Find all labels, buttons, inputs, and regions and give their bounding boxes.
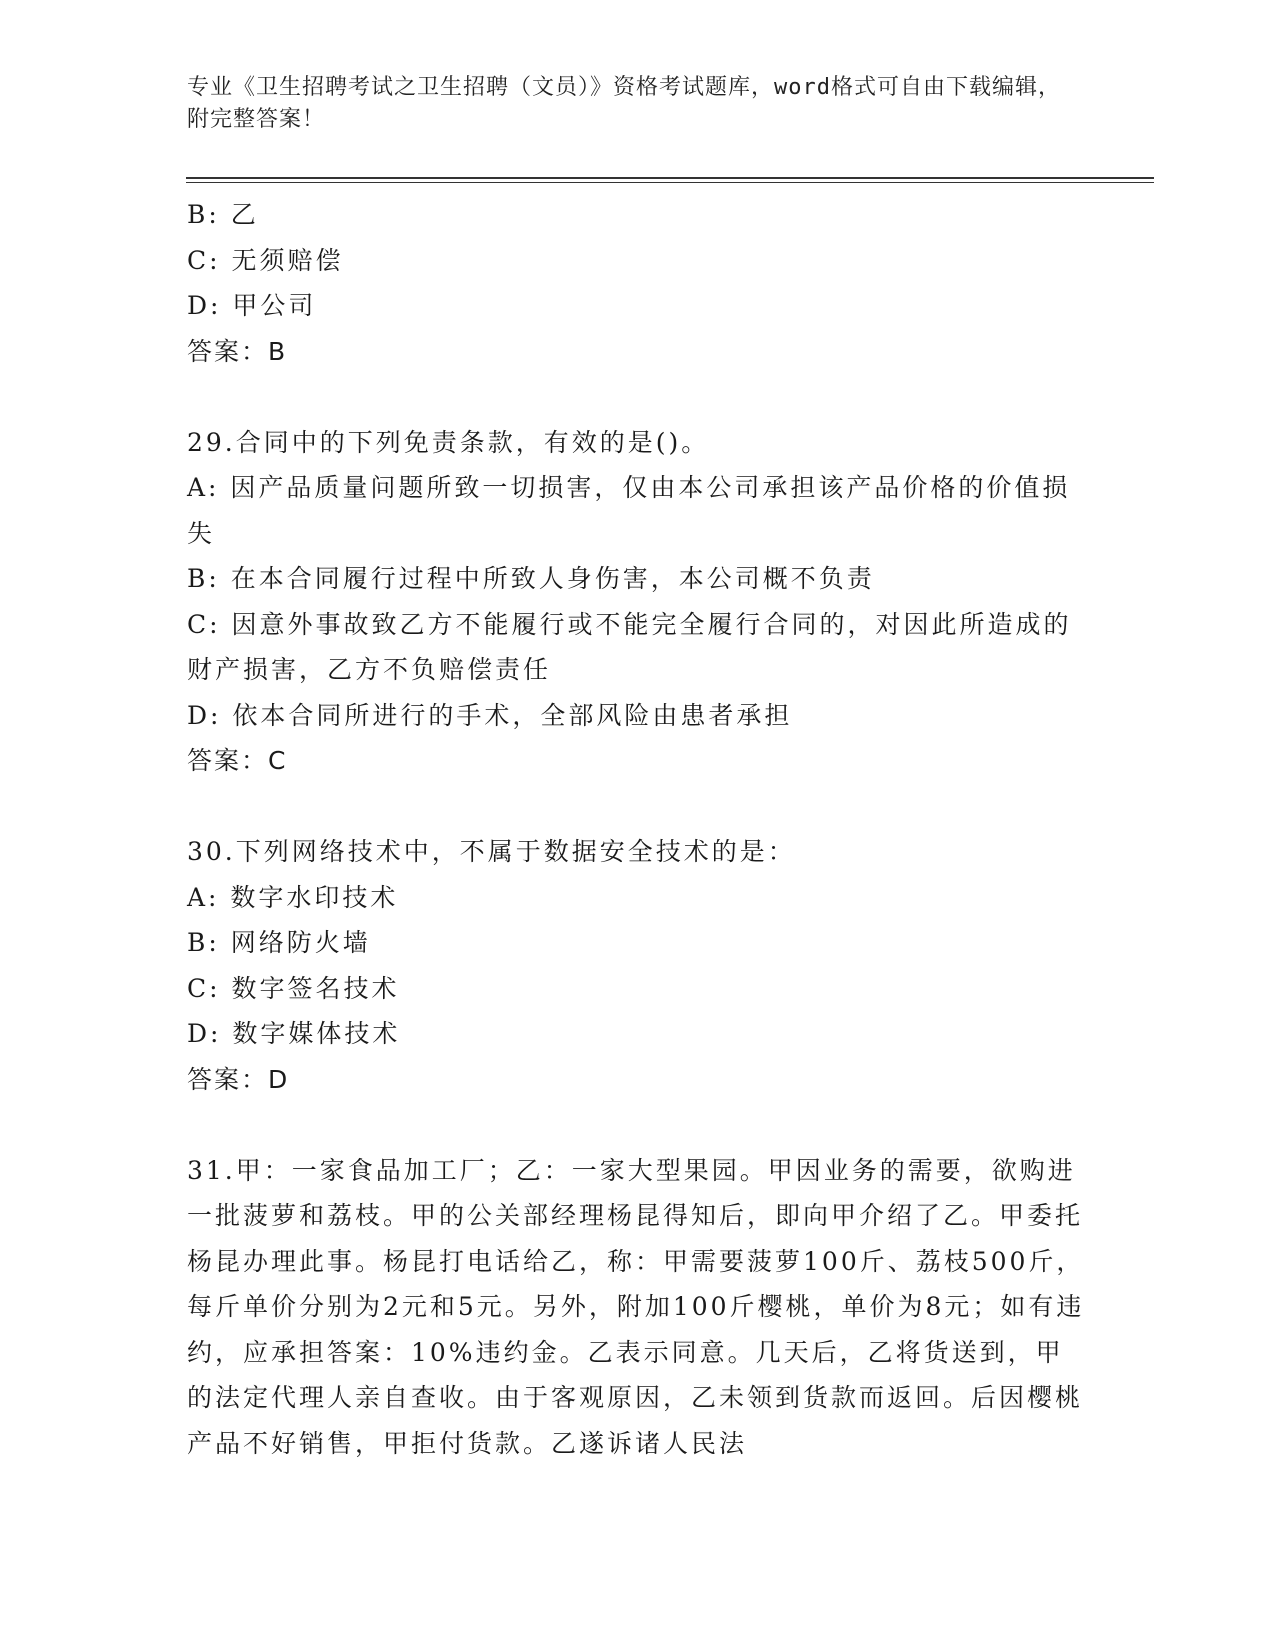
answer: 答案：C: [187, 746, 288, 775]
answer: 答案：B: [187, 336, 288, 366]
header-divider-thin: [186, 182, 1154, 183]
option-d: D: 依本合同所进行的手术，全部风险由患者承担: [187, 700, 793, 730]
question-30: [187, 829, 1087, 1102]
option-a: A: 因产品质量问题所致一切损害，仅由本公司承担该产品价格的价值损失: [187, 473, 1071, 548]
document-body: [187, 192, 1087, 1466]
option-c: C: 无须赔偿: [187, 245, 344, 275]
option-b: B: 网络防火墙: [187, 928, 371, 957]
option-a: A: 数字水印技术: [187, 882, 399, 912]
option-d: D: 甲公司: [187, 291, 317, 320]
option-d: D: 数字媒体技术: [187, 1019, 401, 1048]
question-29: [187, 420, 1087, 784]
option-b: B: 在本合同履行过程中所致人身伤害，本公司概不负责: [187, 564, 875, 593]
question-text: 31.甲：一家食品加工厂；乙：一家大型果园。甲因业务的需要，欲购进一批菠萝和荔枝。甲的公关部经理杨昆得知后，即向甲介绍了乙。甲委托杨昆办理此事。杨昆打电话给乙，称：甲需要菠萝100斤、荔枝500斤，每斤单价分别为2元和5元。另外，附加100斤樱桃，单价为8元；如有违约，应承担答案：10%违约金。乙表示同意。几天后，乙将货送到，甲的法定代理人亲自查收。由于客观原因，乙未领到货款而返回。后因樱桃产品不好销售，甲拒付货款。乙遂诉诸人民法: [187, 1155, 1085, 1458]
question-text: 30.下列网络技术中，不属于数据安全技术的是：: [187, 837, 796, 866]
question-31: [187, 1148, 1087, 1467]
option-c: C: 因意外事故致乙方不能履行或不能完全履行合同的，对因此所造成的财产损害，乙方不负赔偿责任: [187, 609, 1072, 684]
document-header: 专业《卫生招聘考试之卫生招聘（文员）》资格考试题库，word格式可自由下载编辑，附完整答案！: [187, 75, 1061, 132]
header-divider: [186, 177, 1154, 179]
option-c: C: 数字签名技术: [187, 973, 400, 1003]
spacer: [187, 1102, 1087, 1148]
answer: 答案：D: [187, 1064, 290, 1094]
question-28-tail: [187, 192, 1087, 374]
spacer: [187, 784, 1087, 830]
option-b: B: 乙: [187, 200, 259, 229]
spacer: [187, 374, 1087, 420]
question-text: 29.合同中的下列免责条款，有效的是()。: [187, 427, 710, 457]
